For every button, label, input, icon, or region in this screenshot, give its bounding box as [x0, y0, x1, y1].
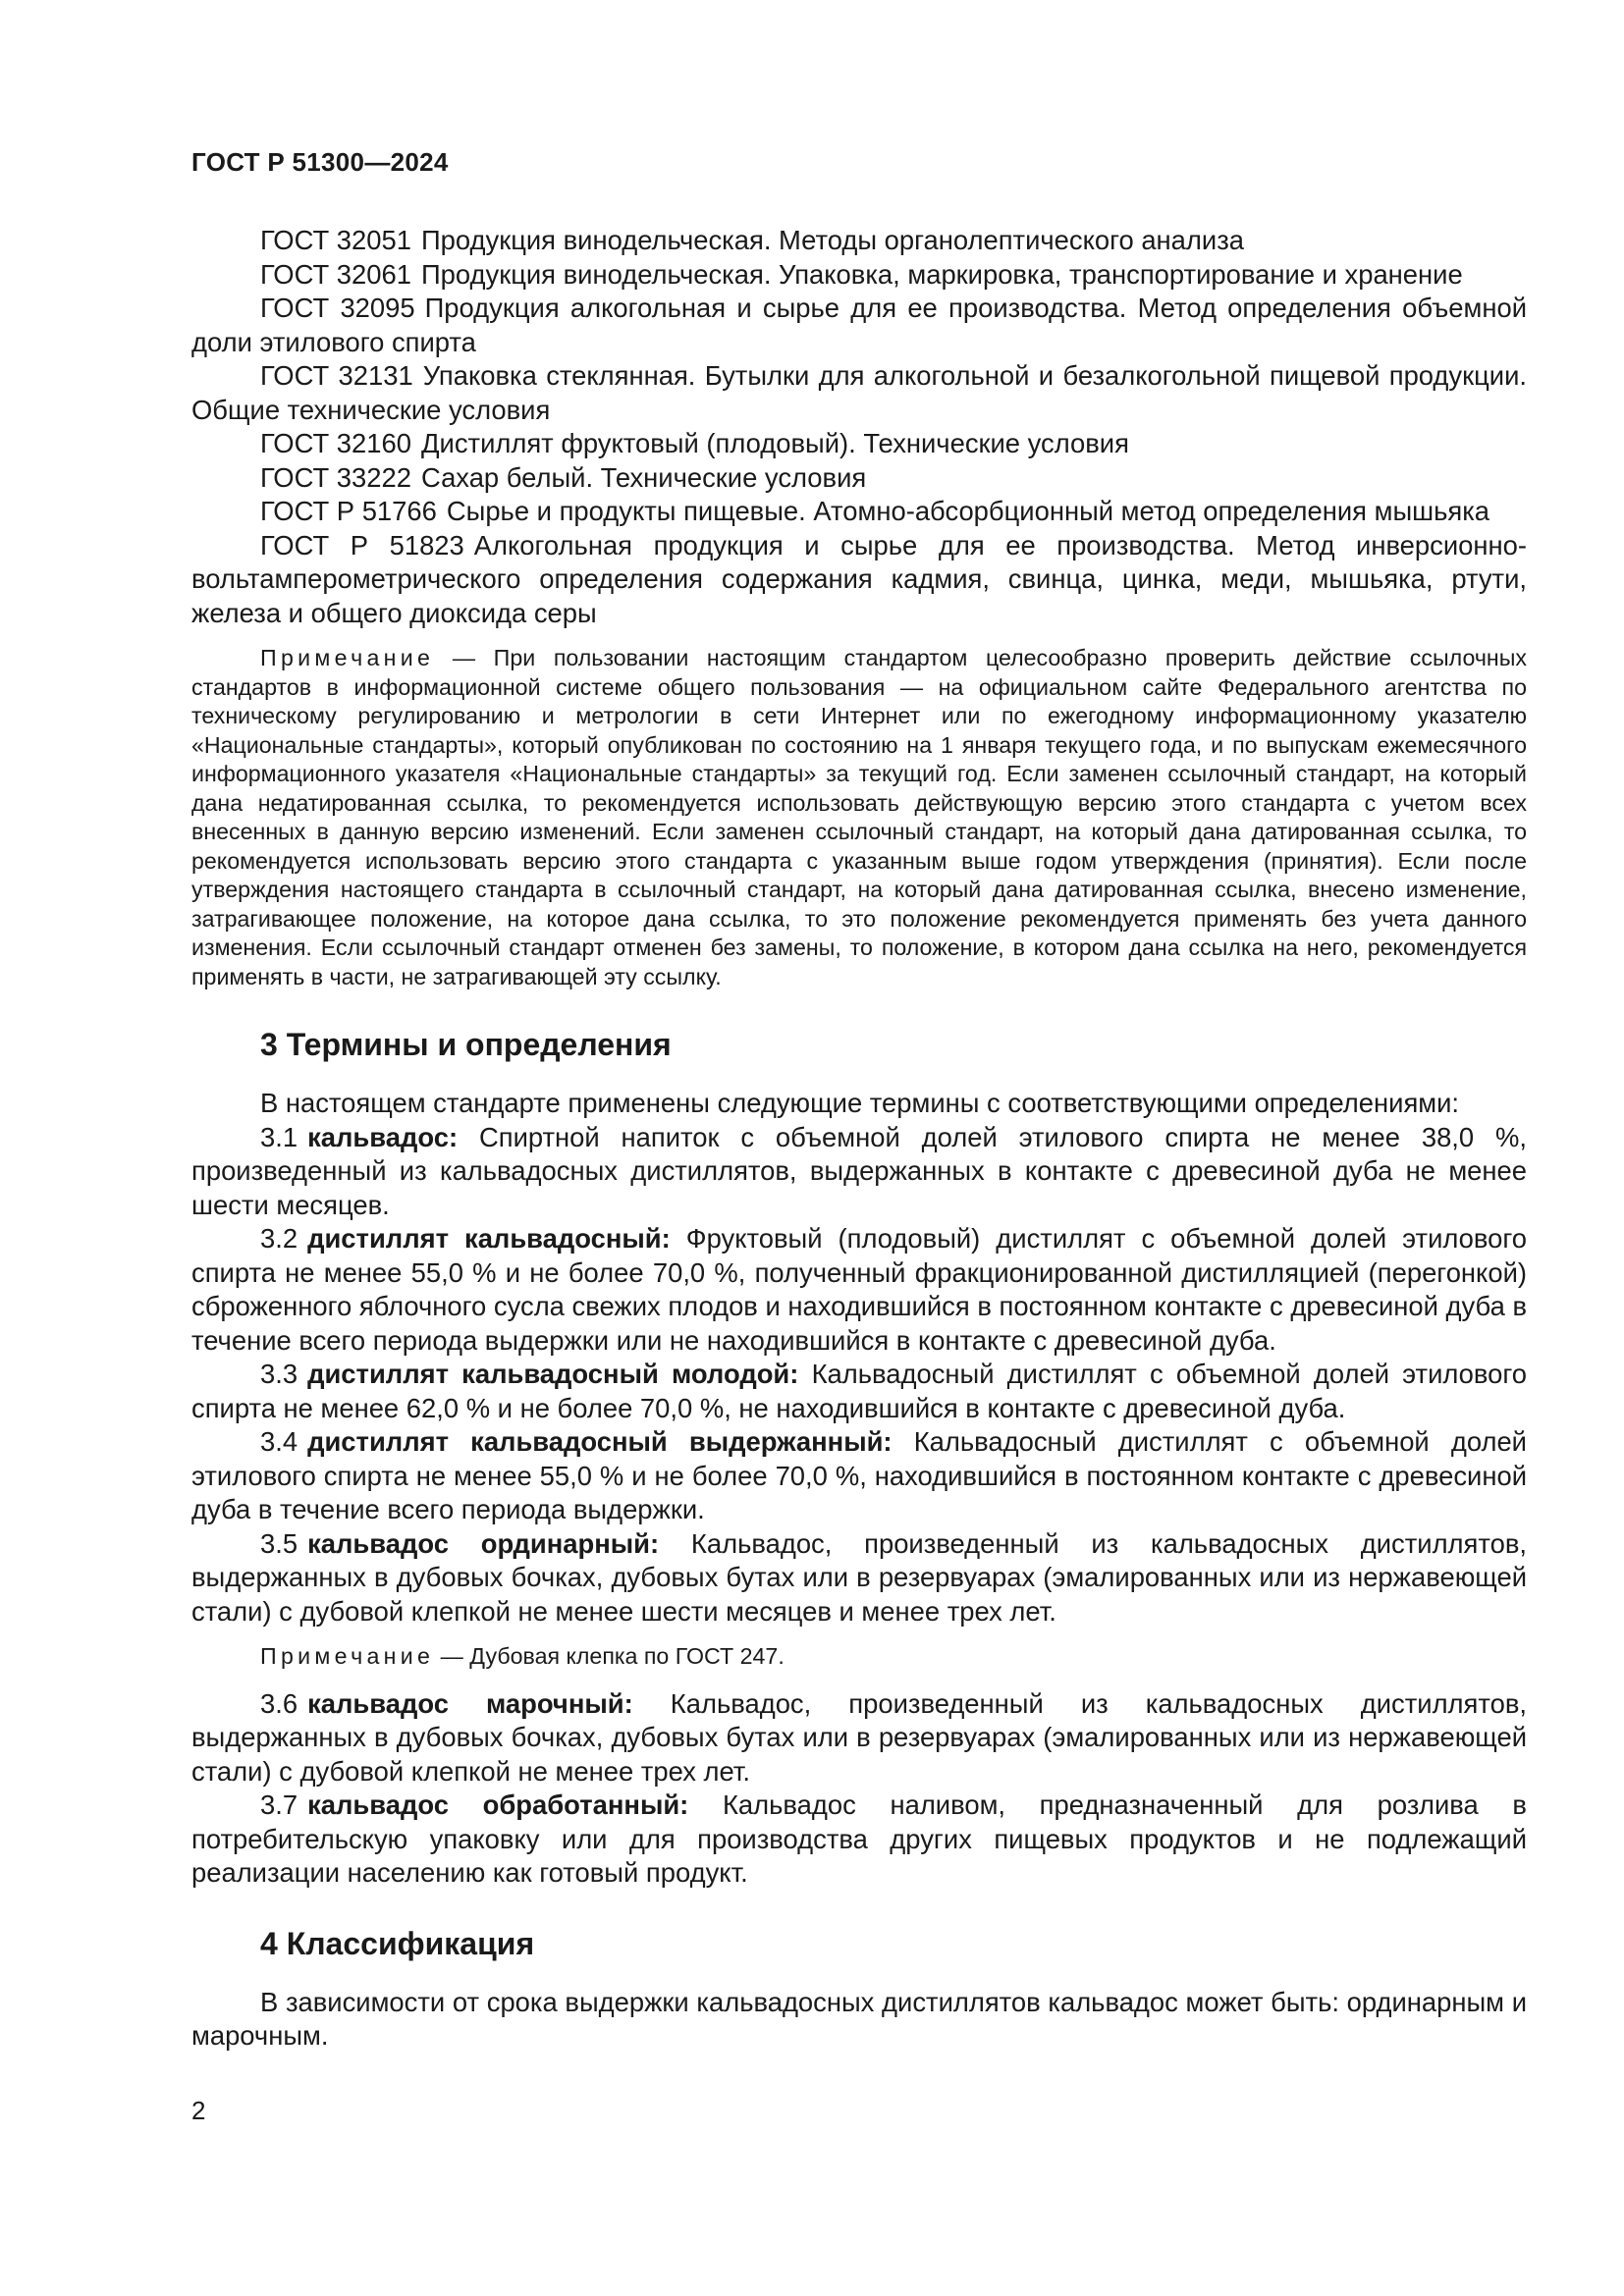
reference-code: ГОСТ 32095 — [260, 293, 415, 323]
reference-code: ГОСТ 32051 — [260, 225, 411, 255]
term-name: дистиллят кальвадосный молодой: — [307, 1359, 799, 1389]
section-3-intro: В настоящем стандарте применены следующие термины с соответствующими определениями: — [260, 1088, 1460, 1118]
section-4-heading: 4 Классификация — [260, 1925, 535, 1961]
reference-code: ГОСТ 33222 — [260, 461, 411, 493]
reference-item — [191, 461, 1527, 496]
note-label: Примечание — [260, 1643, 435, 1669]
reference-title: Продукция алкогольная и сырье для ее производства. Метод определения объемной доли этилового спирта — [191, 293, 1527, 357]
reference-item — [191, 224, 1527, 258]
page-content — [191, 224, 1527, 2054]
reference-item — [191, 258, 1527, 293]
reference-code: ГОСТ 32160 — [260, 428, 411, 458]
reference-title: Продукция винодельческая. Упаковка, маркировка, транспортирование и хранение — [420, 258, 1463, 290]
term-text: Кальвадосный дистиллят с объемной долей этилового спирта не менее 55,0 % и не более 70,0 %, находившийся в постоянном контакте с древесиной дуба в течение всего периода выдержки. — [191, 1426, 1527, 1524]
reference-title: Продукция винодельческая. Методы органолептического анализа — [420, 225, 1244, 255]
reference-item — [191, 292, 1527, 359]
page-number: 2 — [191, 2096, 206, 2125]
term-number: 3.7 — [260, 1789, 298, 1820]
reference-item — [191, 427, 1527, 461]
term-number: 3.3 — [260, 1359, 298, 1389]
term-number: 3.4 — [260, 1426, 298, 1457]
note-text: — При пользовании настоящим стандартом целесообразно проверить действие ссылочных стандартов в информационной системе общего пользования — на официальном сайте Федерального агентства по техническому регулированию и метрологии в сети Интернет или по ежегодному информационному указателю «Национальные стандарты», который опубликован по состоянию на 1 января текущего года, и по выпускам ежемесячного информационного указателя «Национальные стандарты» за текущий год. Если заменен ссылочный стандарт, на который дана недатированная ссылка, то рекомендуется использовать действующую версию этого стандарта с учетом всех внесенных в данную версию изменений. Если заменен ссылочный стандарт, на который дана датированная ссылка, то рекомендуется использовать версию этого стандарта с указанным выше годом утверждения (принятия). Если после утверждения настоящего стандарта в ссылочный стандарт, на который дана датированная ссылка, внесено изменение, затрагивающее положение, на которое дана ссылка, то это положение рекомендуется применять без учета данного изменения. Если ссылочный стандарт отменен без замены, то положение, в котором дана ссылка на него, рекомендуется применять в части, не затрагивающей эту ссылку. — [191, 645, 1527, 989]
term-number: 3.2 — [260, 1223, 298, 1254]
term-definition — [191, 1687, 1527, 1789]
reference-title: Сырье и продукты пищевые. Атомно-абсорбционный метод определения мышьяка — [446, 496, 1490, 526]
term-name: дистиллят кальвадосный выдержанный: — [307, 1426, 893, 1457]
note-label: Примечание — [260, 645, 435, 670]
term-name: кальвадос марочный: — [307, 1687, 633, 1719]
section-3-heading: 3 Термины и определения — [260, 1027, 672, 1062]
term-text: Кальвадосный дистиллят с объемной долей этилового спирта не менее 62,0 % и не более 70,0 %, не находившийся в контакте с древесиной дуба. — [191, 1359, 1527, 1423]
reference-title: Сахар белый. Технические условия — [420, 461, 867, 493]
reference-code: ГОСТ 32061 — [260, 258, 411, 290]
term-definition — [191, 1789, 1527, 1891]
term-number: 3.1 — [260, 1121, 298, 1152]
term-name: кальвадос ординарный: — [307, 1527, 660, 1559]
term-name: кальвадос обработанный: — [307, 1789, 689, 1820]
reference-item — [191, 359, 1527, 427]
term-definition — [191, 1121, 1527, 1223]
reference-item — [191, 529, 1527, 631]
term-text: Спиртной напиток с объемной долей этилового спирта не менее 38,0 %, произведенный из кальвадосных дистиллятов, выдержанных в контакте с древесиной дуба не менее шести месяцев. — [191, 1121, 1527, 1220]
term-name: кальвадос: — [307, 1121, 459, 1152]
term-text: Кальвадос наливом, предназначенный для розлива в потребительскую упаковку или для производства других пищевых продуктов и не подлежащий реализации населению как готовый продукт. — [191, 1789, 1527, 1888]
term-definition — [191, 1425, 1527, 1527]
term-definition — [191, 1358, 1527, 1425]
term-definition — [191, 1527, 1527, 1629]
reference-code: ГОСТ Р 51823 — [260, 529, 464, 561]
reference-code: ГОСТ 32131 — [260, 360, 413, 391]
note-text: — Дубовая клепка по ГОСТ 247. — [434, 1643, 785, 1669]
reference-title: Упаковка стеклянная. Бутылки для алкогольной и безалкогольной пищевой продукции. Общие технические условия — [191, 360, 1527, 425]
term-name: дистиллят кальвадосный: — [307, 1223, 671, 1254]
reference-title: Дистиллят фруктовый (плодовый). Технические условия — [420, 428, 1129, 458]
reference-code: ГОСТ Р 51766 — [260, 496, 437, 526]
term-text: Кальвадос, произведенный из кальвадосных дистиллятов, выдержанных в дубовых бочках, дубовых бутах или в резервуарах (эмалированных или из нержавеющей стали) с дубовой клепкой не менее трех лет. — [191, 1687, 1528, 1787]
term-number: 3.6 — [260, 1687, 298, 1719]
term-text: Кальвадос, произведенный из кальвадосных дистиллятов, выдержанных в дубовых бочках, дубовых бутах или в резервуарах (эмалированных или из нержавеющей стали) с дубовой клепкой не менее шести месяцев и менее трех лет. — [191, 1527, 1527, 1627]
term-definition — [191, 1222, 1527, 1358]
term-number: 3.5 — [260, 1527, 298, 1559]
references-note — [191, 644, 1527, 991]
section-4-text: В зависимости от срока выдержки кальвадосных дистиллятов кальвадос может быть: ординарным и марочным. — [191, 1986, 1527, 2051]
term-text: Фруктовый (плодовый) дистиллят с объемной долей этилового спирта не менее 55,0 % и не более 70,0 %, полученный фракционированной дистилляцией (перегонкой) сброженного яблочного сусла свежих плодов и находившийся в постоянном контакте с древесиной дуба в течение всего периода выдержки или не находившийся в контакте с древесиной дуба. — [191, 1223, 1528, 1356]
term-note — [191, 1642, 1527, 1672]
document-header: ГОСТ Р 51300—2024 — [191, 147, 449, 177]
normative-references-list — [191, 224, 1527, 630]
reference-title: Алкогольная продукция и сырье для ее производства. Метод инверсионно-вольтамперометрического определения содержания кадмия, свинца, цинка, меди, мышьяка, ртути, железа и общего диоксида серы — [191, 529, 1527, 628]
reference-item — [191, 495, 1527, 529]
